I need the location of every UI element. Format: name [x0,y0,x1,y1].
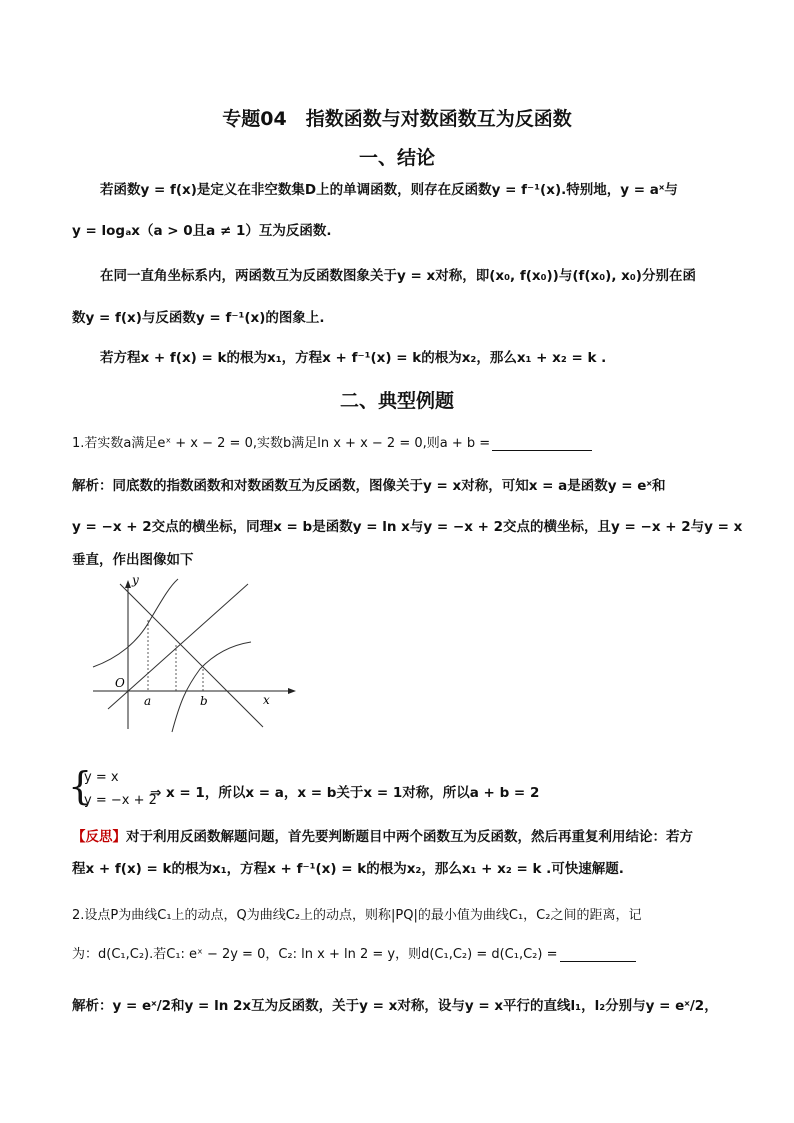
conclusion-line-3: 在同一直角坐标系内，两函数互为反函数图象关于y = x对称，即(x₀, f(x₀))与(f(x₀), x₀)分别在函 [100,268,696,284]
system-eq-bottom: y = −x + 2 [84,793,157,808]
example2-question-line-2 [72,943,636,962]
page-title: 专题04 指数函数与对数函数互为反函数 [222,108,572,130]
y-axis-arrow [125,580,131,588]
conclusion-line-5: 若方程x + f(x) = k的根为x₁，方程x + f⁻¹(x) = k的根为x₂，那么x₁ + x₂ = k . [100,350,607,366]
line-y-eq-minus-x-plus-2 [120,584,263,727]
curve-exp [93,579,178,667]
example1-question [72,432,592,451]
point-b-label: b [200,694,208,708]
reflection-tag: 【反思】 [72,829,126,845]
example1-analysis-line-3: 垂直，作出图像如下 [72,552,194,568]
reflection-text-1: 对于利用反函数解题问题，首先要判断题目中两个函数互为反函数，然后再重复利用结论：若方 [126,829,693,845]
section-heading-examples: 二、典型例题 [339,390,454,412]
conclusion-line-4: 数y = f(x)与反函数y = f⁻¹(x)的图象上. [72,310,325,326]
function-graph [88,574,298,734]
x-axis-arrow [288,688,296,694]
x-axis-label: x [263,693,270,707]
example1-analysis-line-1: 解析：同底数的指数函数和对数函数互为反函数，图像关于y = x对称，可知x = a是函数y = eˣ和 [72,478,666,494]
system-result: ⇒ x = 1，所以x = a，x = b关于x = 1对称，所以a + b = 2 [150,785,540,801]
example2-question-line-1: 2.设点P为曲线C₁上的动点，Q为曲线C₂上的动点，则称|PQ|的最小值为曲线C₁，C₂之间的距离，记 [72,908,642,923]
answer-blank [492,436,592,451]
system-brace: { [68,764,93,808]
example2-analysis: 解析：y = eˣ/2和y = ln 2x互为反函数，关于y = x对称，设与y = x平行的直线l₁，l₂分别与y = eˣ/2， [72,998,718,1014]
conclusion-line-1: 若函数y = f(x)是定义在非空数集D上的单调函数，则存在反函数y = f⁻¹(x).特别地，y = aˣ与 [100,182,678,198]
example1-analysis-line-2: y = −x + 2交点的横坐标，同理x = b是函数y = ln x与y = −x + 2交点的横坐标，且y = −x + 2与y = x [72,519,743,535]
curve-ln [172,642,251,732]
conclusion-line-2: y = logₐx（a > 0且a ≠ 1）互为反函数. [72,223,332,239]
point-a-label: a [144,694,152,708]
section-heading-conclusion: 一、结论 [358,147,435,169]
example2-question-text-2: 为：d(C₁,C₂).若C₁: eˣ − 2y = 0，C₂: ln x + ln 2 = y，则d(C₁,C₂) = d(C₁,C₂) = [72,947,558,962]
system-eq-top: y = x [84,770,119,785]
y-axis-label: y [132,574,139,587]
origin-label: O [115,676,125,690]
answer-blank-2 [560,947,636,962]
reflection-line-2: 程x + f(x) = k的根为x₁，方程x + f⁻¹(x) = k的根为x₂，那么x₁ + x₂ = k .可快速解题. [72,861,624,877]
reflection-line-1 [72,825,693,845]
example1-question-text: 1.若实数a满足eˣ + x − 2 = 0,实数b满足ln x + x − 2 = 0,则a + b = [72,436,491,451]
